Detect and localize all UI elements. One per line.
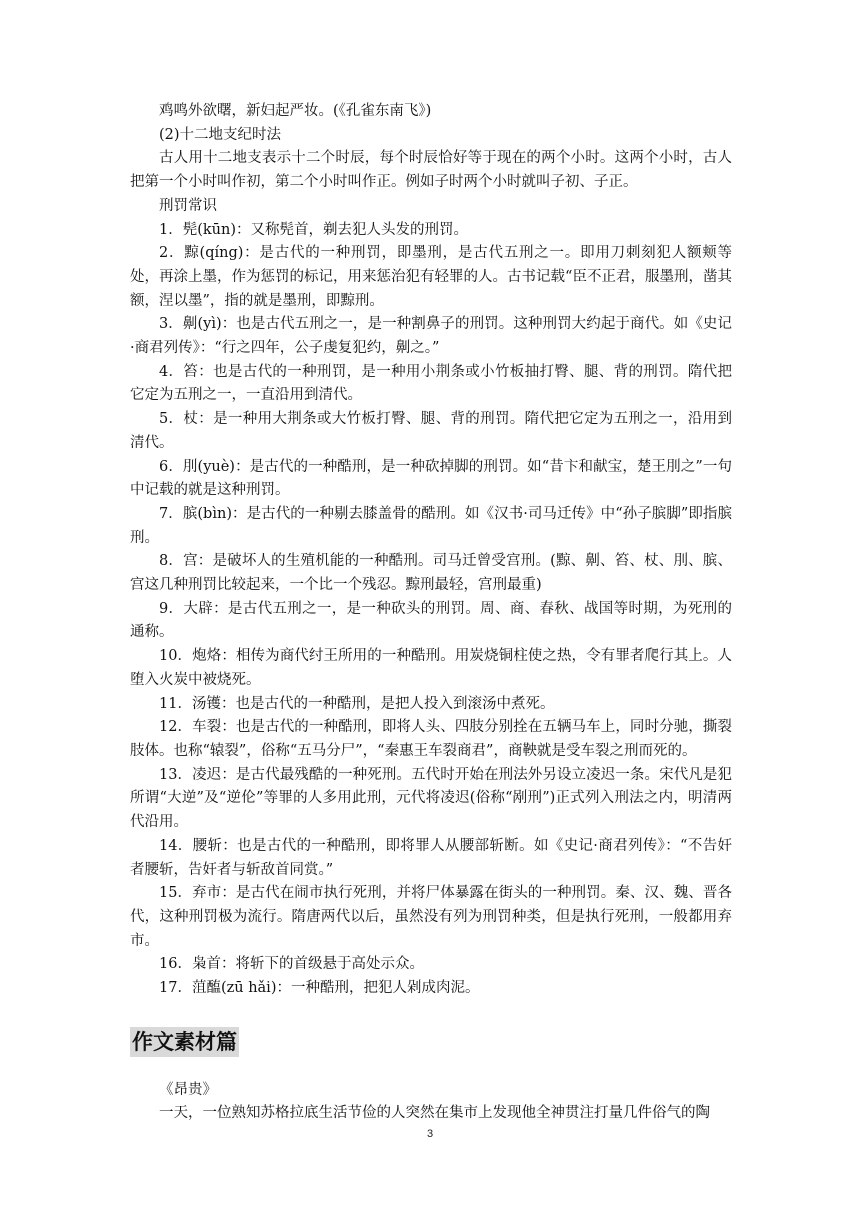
page-content (130, 100, 732, 1126)
body-paragraph: 鸡鸣外欲曙，新妇起严妆。(《孔雀东南飞》) (159, 103, 432, 119)
list-item: 5．杖：是一种用大荆条或大竹板打臀、腿、背的刑罚。隋代把它定为五刑之一，沿用到清代。 (130, 411, 732, 451)
body-paragraph: 古人用十二地支表示十二个时辰，每个时辰恰好等于现在的两个小时。这两个小时，古人把第一个小时叫作初，第二个小时叫作正。例如子时两个小时就叫子初、子正。 (130, 150, 732, 191)
subsection-title: 刑罚常识 (159, 197, 217, 214)
list-item: 4．笞：也是古代的一种刑罚，是一种用小荆条或小竹板抽打臀、腿、背的刑罚。隋代把它定为五刑之一，一直沿用到清代。 (130, 363, 732, 404)
section-heading: 作文素材篇 (130, 1027, 239, 1057)
list-item: 2．黥(qíng)：是古代的一种刑罚，即墨刑，是古代五刑之一。即用刀刺刻犯人额颊等处，再涂上墨，作为惩罚的标记，用来惩治犯有轻罪的人。古书记载“臣不正君，服墨刑，凿其额，涅以墨”，指的就是墨刑，即黥刑。 (130, 245, 732, 309)
essay-paragraph: 一天，一位熟知苏格拉底生活节俭的人突然在集市上发现他全神贯注打量几件俗气的陶 (159, 1105, 710, 1122)
list-item: 16．枭首：将斩下的首级悬于高处示众。 (159, 956, 424, 973)
list-item: 14．腰斩：也是古代的一种酷刑，即将罪人从腰部斩断。如《史记·商君列传》：“不告奸者腰斩，告奸者与斩敌首同赏。” (130, 837, 732, 878)
list-item: 1．髡(kūn)：又称髡首，剃去犯人头发的刑罚。 (159, 221, 469, 238)
list-item: 11．汤镬：也是古代的一种酷刑，是把人投入到滚汤中煮死。 (159, 695, 555, 712)
list-item: 10．炮烙：相传为商代纣王所用的一种酷刑。用炭烧铜柱使之热，令有罪者爬行其上。人堕入火炭中被烧死。 (130, 648, 732, 688)
list-item: 13．凌迟：是古代最残酷的一种死刑。五代时开始在刑法外另设立凌迟一条。宋代凡是犯所谓“大逆”及“逆伦”等罪的人多用此刑，元代将凌迟(俗称“剐刑”)正式列入刑法之内，明清两代沿用。 (130, 766, 732, 831)
page-number: 3 (426, 1128, 434, 1140)
list-item: 15．弃市：是古代在闹市执行死刑，并将尸体暴露在街头的一种刑罚。秦、汉、魏、晋各代，这种刑罚极为流行。隋唐两代以后，虽然没有列为刑罚种类，但是执行死刑，一般都用弃市。 (130, 885, 732, 949)
essay-title: 《昂贵》 (159, 1081, 217, 1098)
list-item: 9．大辟：是古代五刑之一，是一种砍头的刑罚。周、商、春秋、战国等时期，为死刑的通称。 (130, 600, 732, 641)
list-item: 17．菹醢(zū hǎi)：一种酷刑，把犯人剁成肉泥。 (159, 980, 480, 997)
subsection-title: (2)十二地支纪时法 (159, 126, 282, 143)
list-item: 3．劓(yì)：也是古代五刑之一，是一种割鼻子的刑罚。这种刑罚大约起于商代。如《史记·商君列传》：“行之四年，公子虔复犯约，劓之。” (130, 316, 732, 357)
list-item: 6．刖(yuè)：是古代的一种酷刑，是一种砍掉脚的刑罚。如“昔卞和献宝，楚王刖之”一句中记载的就是这种刑罚。 (130, 458, 732, 499)
list-item: 8．宫：是破坏人的生殖机能的一种酷刑。司马迁曾受宫刑。(黥、劓、笞、杖、刖、膑、宫这几种刑罚比较起来，一个比一个残忍。黥刑最轻，宫刑最重) (130, 553, 732, 594)
list-item: 7．膑(bìn)：是古代的一种剔去膝盖骨的酷刑。如《汉书·司马迁传》中“孙子膑脚”即指膑刑。 (130, 505, 732, 546)
list-item: 12．车裂：也是古代的一种酷刑，即将人头、四肢分别拴在五辆马车上，同时分驰，撕裂肢体。也称“辕裂”，俗称“五马分尸”，“秦惠王车裂商君”，商鞅就是受车裂之刑而死的。 (130, 719, 732, 759)
